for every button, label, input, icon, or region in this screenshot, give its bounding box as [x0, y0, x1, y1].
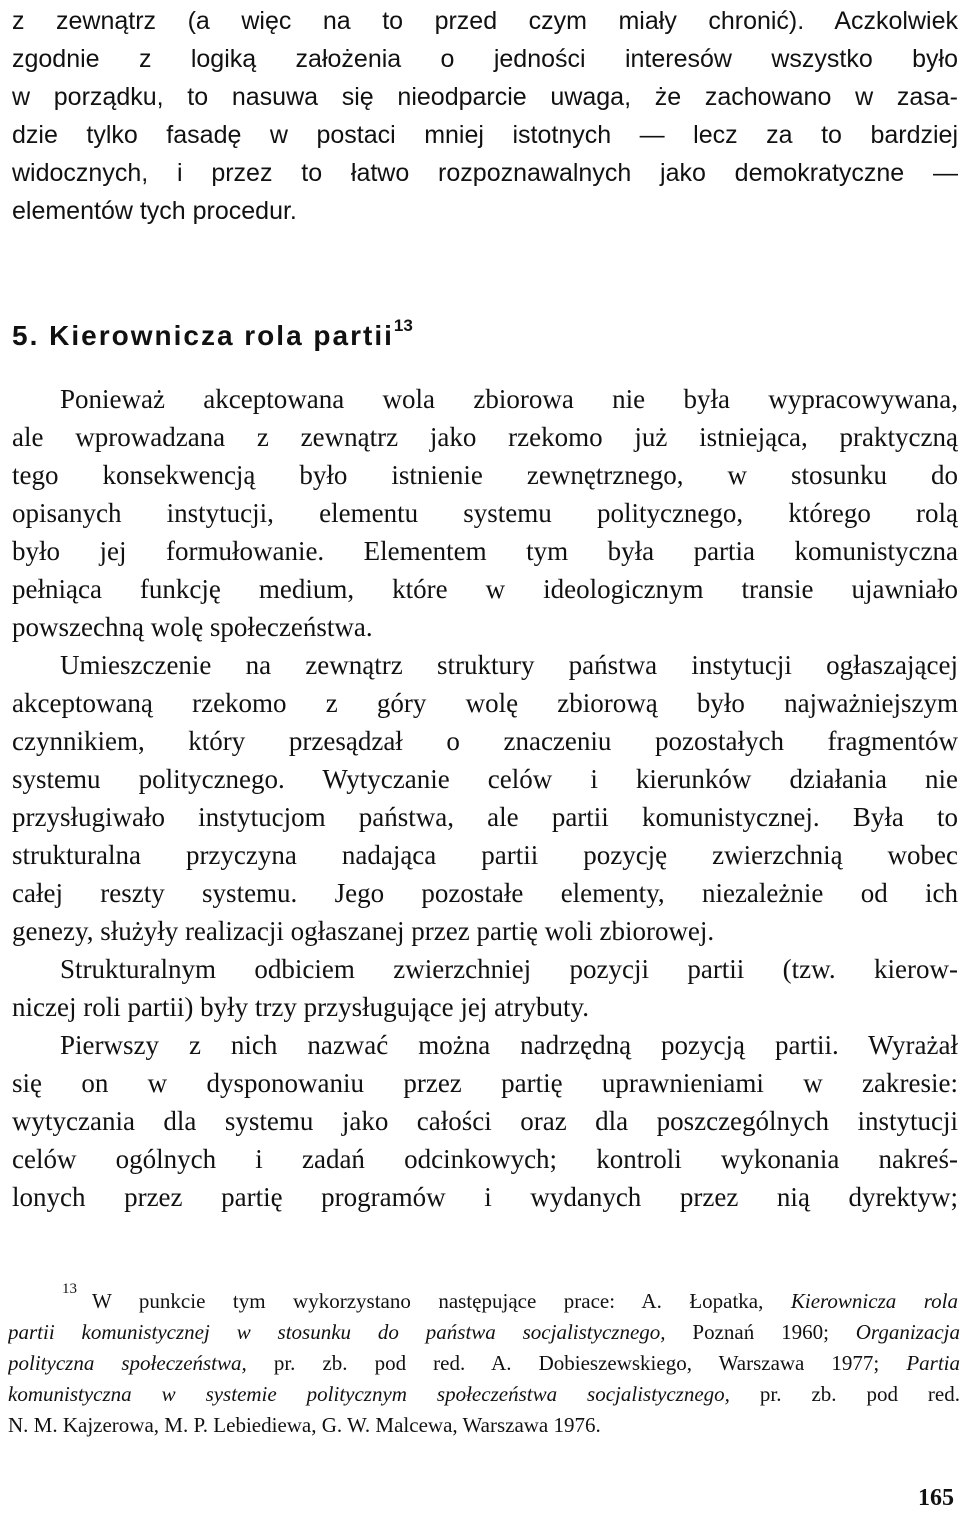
- footnote-number: 13: [62, 1281, 77, 1297]
- text-line: Strukturalnym odbiciem zwierzchniej pozycji partii (tzw. kierow-: [60, 954, 958, 984]
- footnote-line: [92, 1286, 958, 1317]
- footnote-text: N. M. Kajzerowa, M. P. Lebiediewa, G. W. Malcewa, Warszawa 1976.: [8, 1413, 601, 1437]
- footnote-ref: 13: [393, 316, 413, 335]
- section-heading-text: 5. Kierownicza rola partii: [12, 320, 394, 351]
- footnote-title: partii komunistycznej w stosunku do państwa socjalistycznego,: [8, 1320, 666, 1344]
- text-line: tego konsekwencją było istnienie zewnętrznego, w stosunku do: [12, 460, 958, 490]
- text-line: przysługiwało instytucjom państwa, ale partii komunistycznej. Była to: [12, 802, 958, 832]
- text-line: było jej formułowanie. Elementem tym była partia komunistyczna: [12, 536, 958, 566]
- footnote-line: [8, 1410, 960, 1441]
- text-line: widocznych, i przez to łatwo rozpoznawalnych jako demokratyczne —: [12, 159, 958, 187]
- footnote-text: pr. zb. pod red.: [729, 1382, 960, 1406]
- text-line: w porządku, to nasuwa się nieodparcie uwaga, że zachowano w zasa-: [12, 83, 958, 111]
- text-line: lonych przez partię programów i wydanych przez nią dyrektyw;: [12, 1182, 958, 1212]
- text-line: Pierwszy z nich nazwać można nadrzędną pozycją partii. Wyrażał: [60, 1030, 958, 1060]
- text-line: opisanych instytucji, elementu systemu politycznego, którego rolą: [12, 498, 958, 528]
- footnote-text: W punkcie tym wykorzystano następujące prace: A. Łopatka,: [92, 1289, 791, 1313]
- text-line: zgodnie z logiką założenia o jedności interesów wszystko było: [12, 45, 958, 73]
- footnote-text: pr. zb. pod red. A. Dobieszewskiego, Warszawa 1977;: [246, 1351, 907, 1375]
- text-line: Umieszczenie na zewnątrz struktury państwa instytucji ogłaszającej: [60, 650, 958, 680]
- text-line: strukturalna przyczyna nadająca partii pozycję zwierzchnią wobec: [12, 840, 958, 870]
- section-heading: [12, 304, 413, 358]
- footnote-line: [8, 1379, 960, 1410]
- text-line: akceptowaną rzekomo z góry wolę zbiorową było najważniejszym: [12, 688, 958, 718]
- text-line: wytyczania dla systemu jako całości oraz dla poszczególnych instytucji: [12, 1106, 958, 1136]
- text-line: się on w dysponowaniu przez partię uprawnieniami w zakresie:: [12, 1068, 958, 1098]
- text-line: pełniąca funkcję medium, które w ideologicznym transie ujawniało: [12, 574, 958, 604]
- footnote-title: Kierownicza rola: [790, 1289, 958, 1313]
- text-line: całej reszty systemu. Jego pozostałe elementy, niezależnie od ich: [12, 878, 958, 908]
- text-line: czynnikiem, który przesądzał o znaczeniu pozostałych fragmentów: [12, 726, 958, 756]
- text-line: elementów tych procedur.: [12, 197, 297, 225]
- text-line: powszechną wolę społeczeństwa.: [12, 612, 373, 642]
- text-line: systemu politycznego. Wytyczanie celów i kierunków działania nie: [12, 764, 958, 794]
- footnote-text: Poznań 1960;: [665, 1320, 856, 1344]
- footnote-title: komunistyczna w systemie politycznym społeczeństwa socjalistycznego,: [8, 1382, 730, 1406]
- page-number: 165: [918, 1485, 954, 1511]
- text-line: niczej roli partii) były trzy przysługujące jej atrybuty.: [12, 992, 590, 1022]
- text-line: Ponieważ akceptowana wola zbiorowa nie była wypracowywana,: [60, 384, 958, 414]
- text-line: celów ogólnych i zadań odcinkowych; kontroli wykonania nakreś-: [12, 1144, 958, 1174]
- footnote-line: [8, 1348, 960, 1379]
- footnote-title: polityczna społeczeństwa,: [8, 1351, 247, 1375]
- footnote-title: Partia: [906, 1351, 960, 1375]
- text-line: genezy, służyły realizacji ogłaszanej przez partię woli zbiorowej.: [12, 916, 715, 946]
- text-line: ale wprowadzana z zewnątrz jako rzekomo już istniejąca, praktyczną: [12, 422, 958, 452]
- text-line: z zewnątrz (a więc na to przed czym miały chronić). Aczkolwiek: [12, 7, 958, 35]
- text-line: dzie tylko fasadę w postaci mniej istotnych — lecz za to bardziej: [12, 121, 958, 149]
- footnote-title: Organizacja: [855, 1320, 960, 1344]
- footnote-line: [8, 1317, 960, 1348]
